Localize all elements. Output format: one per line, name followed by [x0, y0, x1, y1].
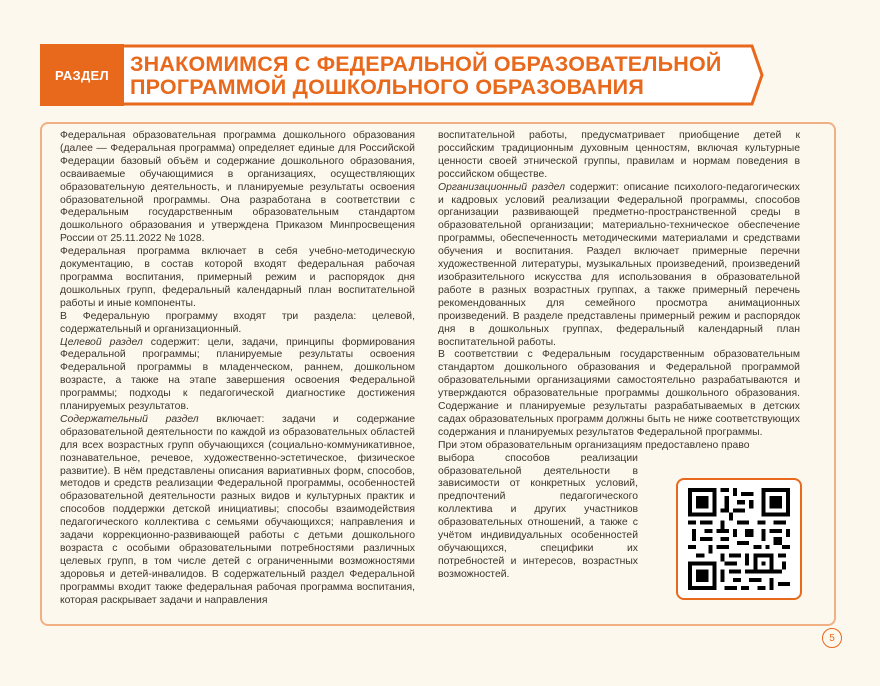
- qr-code-icon: [688, 488, 790, 590]
- page-number: 5: [822, 628, 842, 648]
- paragraph-text: содержит: цели, задачи, принципы формирования Федеральной программы; планируемые результаты освоения Федеральной программы в младенческом, раннем, дошкольном возрасте, а также на этапе завершения освоения Федеральной программы; подходы к педагогической диагностике достижения планируемых результатов.: [60, 336, 415, 413]
- content-frame: [40, 122, 836, 626]
- paragraph: Федеральная программа включает в себя учебно-методическую документацию, в состав которой входят федеральная рабочая программа воспитания, примерный режим и распорядок дня дошкольных групп, федеральный календарный план воспитательной работы и иные компоненты.: [60, 246, 415, 309]
- paragraph: В соответствии с Федеральным государственным образовательным стандартом дошкольного образования и Федеральной программой образовательными организациями самостоятельно разрабатываются и утверждаются образовательные программы дошкольного образования. Содержание и планируемые результаты разрабатываемых в детских садах образовательных программ должны быть не ниже соответствующих содержания и планируемых результатов Федеральной программы.: [438, 349, 800, 438]
- paragraph: воспитательной работы, предусматривает приобщение детей к российским традиционным духовным ценностям, включая культурные ценности своей этнической группы, правилам и нормам поведения в российском обществе.: [438, 130, 800, 180]
- section-label: РАЗДЕЛ: [55, 67, 109, 83]
- paragraph: При этом образовательным организациям предоставлено право: [438, 439, 750, 451]
- section-banner: [40, 44, 768, 106]
- qr-code[interactable]: [676, 478, 802, 600]
- paragraph: Федеральная образовательная программа дошкольного образования (далее — Федеральная программа) определяет единые для Российской Федерации базовый объём и содержание дошкольного образования, осваиваемые обучающимися в организациях, осуществляющих образовательную деятельность, и планируемые результаты освоения образовательной программы. Она разработана в соответствии с Федеральным государственным образовательным стандартом дошкольного образования и утверждена Приказом Минпросвещения России от 25.11.2022 № 1028.: [60, 130, 415, 245]
- paragraph-text: включает: задачи и содержание образовательной деятельности по каждой из образовательных областей для всех возрастных групп обучающихся (социально-коммуникативное, познавательное, речевое, художественно-эстетическое, физическое развитие). В нём представлены описания вариативных форм, способов, методов и средств реализации Федеральной программы, особенностей образовательной деятельности разных видов и культурных практик и способов поддержки детской инициативы; способы взаимодействия педагогического коллектива с семьями обучающихся; направления и задачи коррекционно-развивающей работы с детьми дошкольного возраста с особыми образовательными потребностями различных целевых групп, в том числе детей с ограниченными возможностями здоровья и детей-инвалидов. В содержательный раздел Федеральной программы входит также федеральная рабочая программа воспитания, которая раскрывает задачи и направления: [60, 413, 415, 606]
- paragraph: [60, 337, 415, 414]
- left-column: [60, 130, 415, 608]
- page-title: [130, 53, 760, 99]
- paragraph: В Федеральную программу входят три раздела: целевой, содержательный и организационный.: [60, 310, 415, 335]
- paragraph: выбора способов реализации образовательной деятельности в зависимости от конкретных условий, предпочтений педагогического коллектива и других участников образовательных отношений, а также с учётом индивидуальных особенностей обучающихся, специфики их потребностей и интересов, возрастных возможностей.: [438, 452, 638, 580]
- paragraph: [60, 414, 415, 608]
- section-term: Содержательный раздел: [60, 413, 199, 425]
- section-term: Организационный раздел: [438, 181, 565, 193]
- paragraph-text: содержит: описание психолого-педагогических и кадровых условий реализации Федеральной программы, способов организации развивающей предметно-пространственной среды в образовательной организации; материально-техническое обеспечение программы, обеспеченность методическими материалами и средствами обучения и воспитания. Раздел включает примерные перечни художественной литературы, музыкальных произведений, произведений изобразительного искусства для использования в образовательной работе в разных возрастных группах, а также примерный перечень рекомендованных для семейного просмотра анимационных произведений. В разделе представлены примерный режим и распорядок дня в дошкольных группах, федеральный календарный план воспитательной работы.: [438, 181, 800, 348]
- page-title-line2: ПРОГРАММОЙ ДОШКОЛЬНОГО ОБРАЗОВАНИЯ: [130, 75, 644, 99]
- page-title-line1: ЗНАКОМИМСЯ С ФЕДЕРАЛЬНОЙ ОБРАЗОВАТЕЛЬНОЙ: [130, 52, 722, 76]
- paragraph: [438, 182, 800, 350]
- section-term: Целевой раздел: [60, 336, 143, 348]
